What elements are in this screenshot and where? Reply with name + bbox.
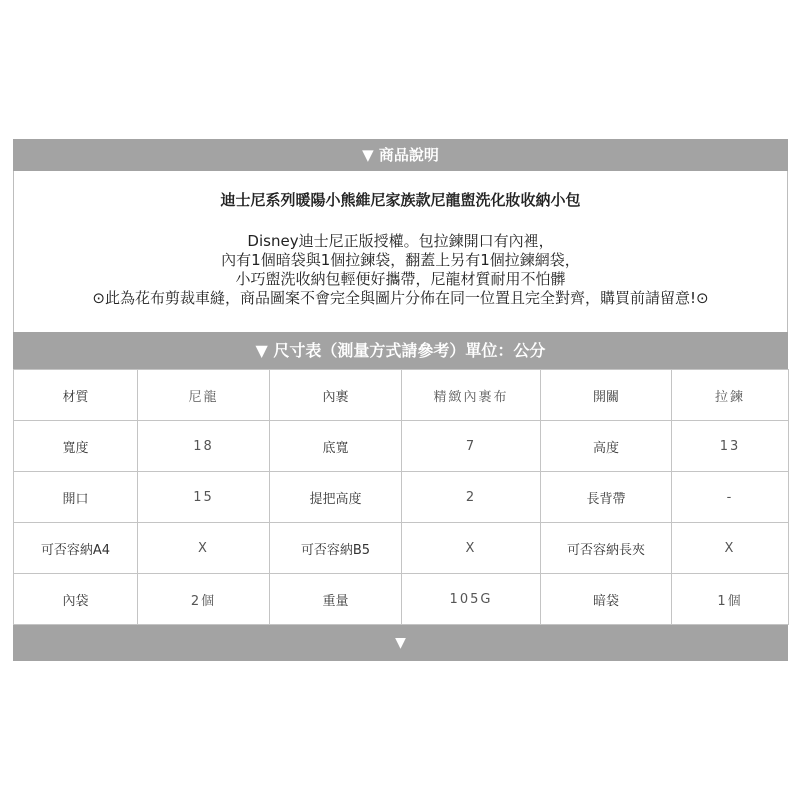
- spec-label: 材質: [14, 370, 138, 421]
- spec-value: 2: [402, 472, 541, 523]
- spec-label: 可否容納A4: [14, 523, 138, 574]
- spec-value: 105G: [402, 574, 541, 625]
- size-table-footer-arrow: ▼: [13, 625, 788, 661]
- spec-value: 7: [402, 421, 541, 472]
- description-notice: ⊙此為花布剪裁車縫，商品圖案不會完全與圖片分佈在同一位置且完全對齊，購買前請留意!⊙: [92, 289, 709, 307]
- spec-value: 拉鍊: [672, 370, 789, 421]
- size-table: [13, 369, 789, 625]
- spec-label: 提把高度: [270, 472, 402, 523]
- spec-label: 內袋: [14, 574, 138, 625]
- product-title: 迪士尼系列暖陽小熊維尼家族款尼龍盥洗化妝收納小包: [220, 191, 581, 209]
- description-line: Disney迪士尼正版授權。包拉鍊開口有內裡，: [247, 232, 554, 250]
- spec-value: 精緻內裹布: [402, 370, 541, 421]
- spec-value: 尼龍: [138, 370, 270, 421]
- spec-value: 2個: [138, 574, 270, 625]
- spec-label: 開口: [14, 472, 138, 523]
- product-description: [13, 171, 788, 332]
- spec-value: X: [138, 523, 270, 574]
- spec-value: 18: [138, 421, 270, 472]
- description-line: 小巧盥洗收納包輕便好攜帶，尼龍材質耐用不怕髒: [235, 270, 566, 288]
- spec-label: 開關: [541, 370, 672, 421]
- spec-label: 高度: [541, 421, 672, 472]
- spec-label: 暗袋: [541, 574, 672, 625]
- spec-value: -: [672, 472, 789, 523]
- product-info-panel: [13, 139, 788, 661]
- size-table-header: ▼ 尺寸表（測量方式請參考）單位：公分: [13, 332, 788, 369]
- spec-value: 13: [672, 421, 789, 472]
- description-line: 內有1個暗袋與1個拉鍊袋，翻蓋上另有1個拉鍊網袋，: [221, 251, 580, 269]
- spec-label: 長背帶: [541, 472, 672, 523]
- spec-label: 可否容納B5: [270, 523, 402, 574]
- product-description-header: ▼ 商品說明: [13, 139, 788, 171]
- table-row: [14, 421, 789, 472]
- spec-value: 1個: [672, 574, 789, 625]
- spec-label: 內裹: [270, 370, 402, 421]
- spec-value: X: [672, 523, 789, 574]
- product-description-text: [14, 232, 787, 308]
- spec-label: 底寬: [270, 421, 402, 472]
- spec-value: X: [402, 523, 541, 574]
- spec-label: 可否容納長夾: [541, 523, 672, 574]
- spec-value: 15: [138, 472, 270, 523]
- table-row: [14, 370, 789, 421]
- spec-label: 重量: [270, 574, 402, 625]
- table-row: [14, 472, 789, 523]
- table-row: [14, 574, 789, 625]
- spec-label: 寬度: [14, 421, 138, 472]
- table-row: [14, 523, 789, 574]
